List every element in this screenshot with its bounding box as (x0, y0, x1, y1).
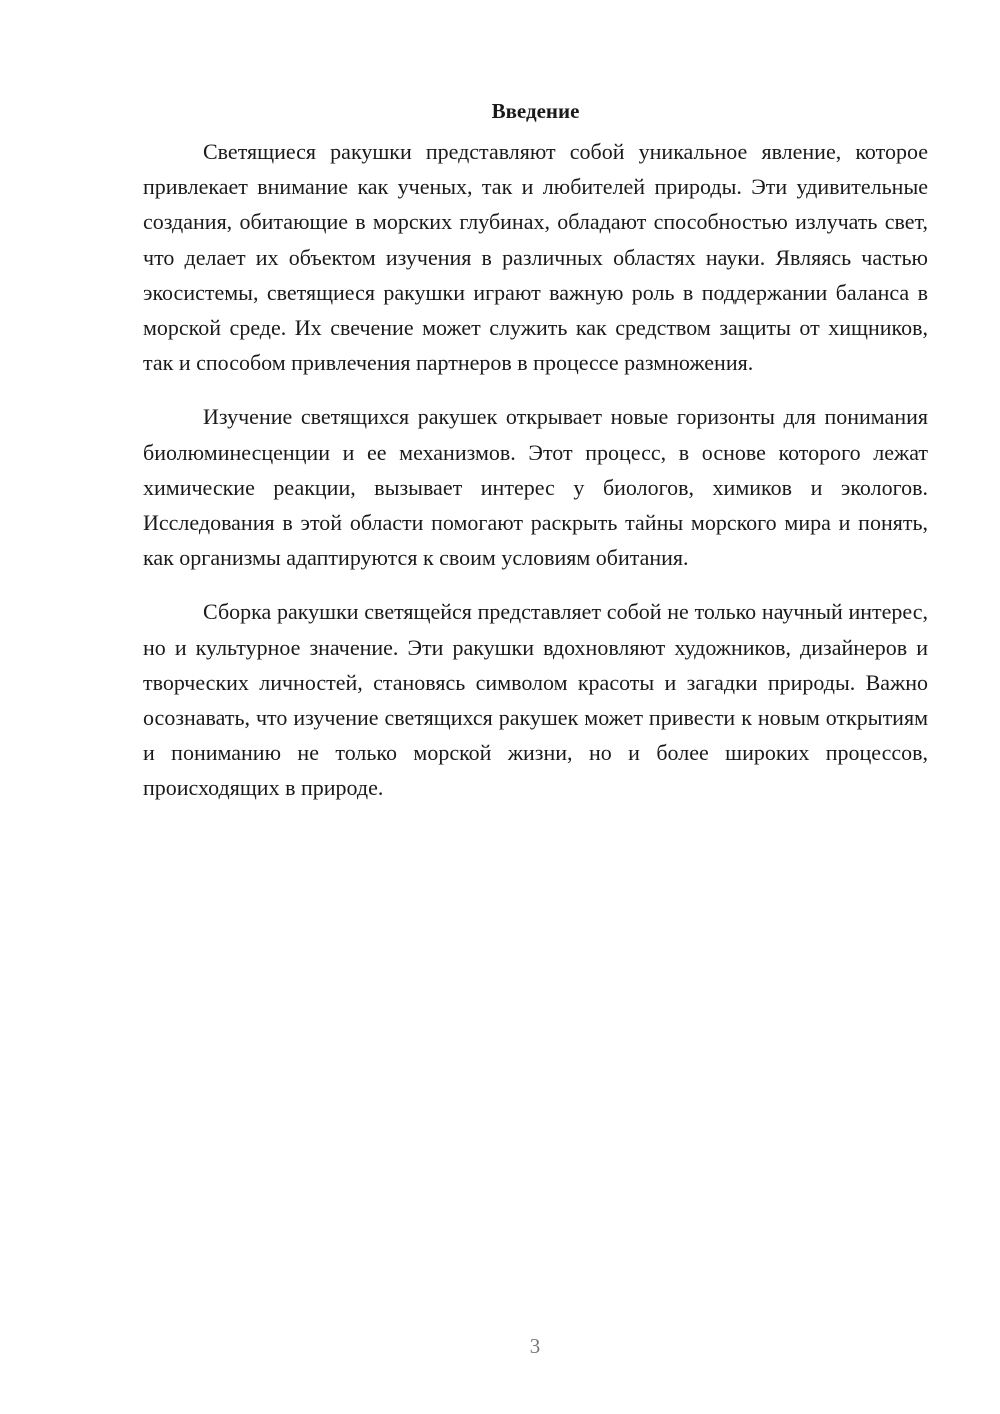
paragraph-1: Светящиеся ракушки представляют собой уникальное явление, которое привлекает внимание как ученых, так и любителей природы. Эти удивительные создания, обитающие в морских глубинах, обладают способностью излучать свет, что делает их объектом изучения в различных областях науки. Являясь частью экосистемы, светящиеся ракушки играют важную роль в поддержании баланса в морской среде. Их свечение может служить как средством защиты от хищников, так и способом привлечения партнеров в процессе размножения. (143, 139, 928, 376)
page-content (143, 96, 928, 825)
paragraph-2: Изучение светящихся ракушек открывает новые горизонты для понимания биолюминесценции и ее механизмов. Этот процесс, в основе которого лежат химические реакции, вызывает интерес у биологов, химиков и экологов. Исследования в этой области помогают раскрыть тайны морского мира и понять, как организмы адаптируются к своим условиям обитания. (143, 404, 928, 571)
page-number: 3 (529, 1334, 541, 1358)
section-heading: Введение (491, 99, 580, 123)
paragraph-3: Сборка ракушки светящейся представляет собой не только научный интерес, но и культурное значение. Эти ракушки вдохновляют художников, дизайнеров и творческих личностей, становясь символом красоты и загадки природы. Важно осознавать, что изучение светящихся ракушек может привести к новым открытиям и пониманию не только морской жизни, но и более широких процессов, происходящих в природе. (143, 599, 928, 801)
